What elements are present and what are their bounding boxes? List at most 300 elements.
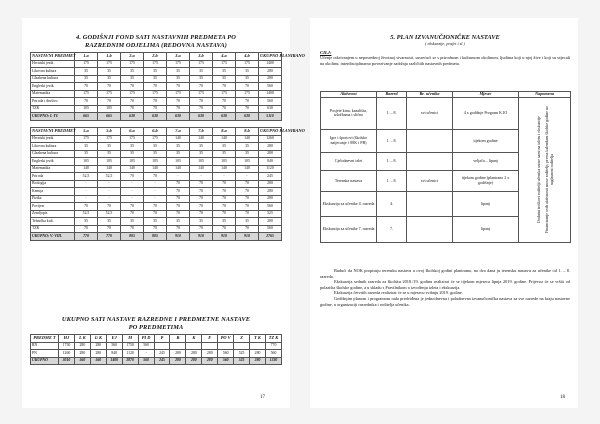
cell: 140: [167, 165, 190, 173]
cell: 52,5: [75, 173, 98, 181]
cell: [407, 130, 453, 153]
cell: 280: [170, 357, 186, 365]
cell: 2765: [259, 233, 282, 241]
cell: 3.a: [167, 53, 190, 61]
cell: 70: [190, 203, 213, 211]
cell: [407, 192, 453, 217]
cell: 70: [213, 105, 236, 113]
cell: 175: [75, 60, 98, 68]
cell: 8.a: [213, 128, 236, 136]
cell: 630: [213, 113, 236, 121]
cell: 70: [144, 83, 167, 91]
cell: 175: [75, 135, 98, 143]
sum-row: [31, 113, 282, 121]
cell: 140: [144, 165, 167, 173]
cell: 70: [213, 83, 236, 91]
cell: 70: [213, 225, 236, 233]
cell: 35: [121, 143, 144, 151]
cell: 175: [98, 135, 121, 143]
row-label: Engleski jezik: [31, 83, 75, 91]
cell: 35: [190, 150, 213, 158]
cell: 35: [144, 218, 167, 226]
cell: 175: [144, 60, 167, 68]
table-row: [31, 218, 282, 226]
cell: 35: [236, 143, 259, 151]
cell: 4.b: [236, 53, 259, 61]
row-label: Glazbena kultura: [31, 150, 75, 158]
cell: [154, 342, 170, 350]
cell: Cjelodnevni izlet: [321, 153, 377, 171]
cell: [250, 342, 266, 350]
row-label: Priroda i društvo: [31, 98, 75, 106]
cell: L K: [74, 335, 90, 343]
cell: 175: [213, 60, 236, 68]
cell: 175: [121, 90, 144, 98]
cell: 1400: [259, 90, 282, 98]
cell: 70: [167, 225, 190, 233]
cell: -: [190, 173, 213, 181]
cell: 140: [75, 165, 98, 173]
cell: 560: [106, 342, 122, 350]
cell: 630: [121, 113, 144, 121]
cell: 70: [190, 225, 213, 233]
cell: 35: [144, 75, 167, 83]
cell: 7.b: [190, 128, 213, 136]
cell: 52,5: [75, 210, 98, 218]
cell: 280: [259, 150, 282, 158]
cell: 7.: [377, 217, 407, 242]
page-number: 18: [560, 395, 565, 400]
cell: 105: [121, 158, 144, 166]
cell: 70: [98, 203, 121, 211]
cell: 35: [98, 150, 121, 158]
cell: 560: [259, 98, 282, 106]
cell: 560: [259, 203, 282, 211]
cell: 2.a: [121, 53, 144, 61]
header-activity: Aktivnost: [321, 92, 377, 98]
cell: 280: [259, 195, 282, 203]
cell: 35: [236, 75, 259, 83]
cell: 35: [98, 68, 121, 76]
cell: 35: [236, 68, 259, 76]
cell: 70: [167, 98, 190, 106]
row-label: Priroda: [31, 173, 75, 181]
paragraph-3: Ekskurzija četvrtih razreda realizirat će se u mjesecu svibnju 2019. godine.: [334, 290, 463, 296]
row-label: Zemljopis: [31, 210, 75, 218]
cell: 2.b: [144, 53, 167, 61]
sum-row: [31, 357, 282, 365]
cell: 70: [213, 98, 236, 106]
row-label: Kemija: [31, 188, 75, 196]
cell: 70: [121, 210, 144, 218]
cell: 70: [167, 195, 190, 203]
cell: 35: [121, 75, 144, 83]
cell: 35: [75, 143, 98, 151]
cell: 175: [144, 135, 167, 143]
table-row: [31, 75, 282, 83]
cell: 70: [213, 188, 236, 196]
cell: 630: [236, 113, 259, 121]
cell: 280: [259, 143, 282, 151]
cell: 6.a: [121, 128, 144, 136]
cell: 140: [121, 165, 144, 173]
cell: 1750: [59, 342, 75, 350]
page-number: 17: [260, 395, 265, 400]
cell: 560: [138, 342, 154, 350]
cell: 560: [218, 350, 234, 358]
cell: 35: [213, 150, 236, 158]
cell: 525: [234, 357, 250, 365]
cell: -: [138, 350, 154, 358]
cell: 70: [144, 210, 167, 218]
title-line-4: PO PREDMETIMA: [128, 324, 184, 331]
cell: 70: [213, 180, 236, 188]
cell: 35: [75, 218, 98, 226]
cell: 175: [236, 60, 259, 68]
cell: -: [144, 180, 167, 188]
goal-text: Učenje otkrivanjem u neposrednoj životnoj stvarnosti, susrećući se s prirodnom i kulturnom okolinom, ljudima koji u njoj žive i koji su utjecali na okolinu; interdisciplinarno povezivanje sadržaja različitih nastavnih predmeta.: [320, 55, 570, 66]
cell: 1.b: [98, 53, 121, 61]
cell: M: [122, 335, 138, 343]
cell: 280: [250, 350, 266, 358]
cell: 280: [202, 350, 218, 358]
cell: 1260: [59, 350, 75, 358]
cell: 35: [75, 150, 98, 158]
row-label: PN: [31, 350, 59, 358]
cell: 1. – 8.: [377, 97, 407, 129]
cell: 175: [236, 90, 259, 98]
cell: 70: [167, 180, 190, 188]
cell: svi učenici: [407, 171, 453, 192]
cell: B: [170, 335, 186, 343]
cell: 910: [236, 233, 259, 241]
cell: 1. – 8.: [377, 153, 407, 171]
cell: 560: [74, 357, 90, 365]
row-label: UKUPNO: V.-VIII.: [31, 233, 75, 241]
cell: 70: [144, 225, 167, 233]
cell: [407, 153, 453, 171]
cell: -: [98, 195, 121, 203]
cell: 7.a: [167, 128, 190, 136]
cell: 35: [144, 143, 167, 151]
table-row: [31, 173, 282, 181]
cell: 70: [98, 225, 121, 233]
cell: 175: [121, 135, 144, 143]
table-row: [31, 188, 282, 196]
cell: -: [121, 180, 144, 188]
cell: 35: [236, 150, 259, 158]
header-note: Napomena: [519, 92, 571, 98]
table-row: [31, 90, 282, 98]
cell: 1120: [259, 165, 282, 173]
cell: 70: [75, 98, 98, 106]
cell: 70: [190, 180, 213, 188]
cell: 280: [74, 350, 90, 358]
cell: -: [98, 180, 121, 188]
title-line-1: 4. GODIŠNJI FOND SATI NASTAVNIH PREDMETA PO: [76, 34, 236, 41]
cell: EJ: [106, 335, 122, 343]
cell: 280: [250, 357, 266, 365]
cell: 70: [121, 203, 144, 211]
cell: 35: [213, 68, 236, 76]
cell: 280: [259, 218, 282, 226]
row-label: UKUPNO: I.-IV.: [31, 113, 75, 121]
header-row: [31, 335, 282, 343]
note-text-1: Dodatni troškovi roditelji učenika snose sami na izletu i ekskurzije: [535, 116, 541, 224]
cell: 105: [167, 158, 190, 166]
cell: lipanj: [453, 217, 519, 242]
cell: tijekom godine: [453, 130, 519, 153]
cell: 70: [236, 203, 259, 211]
cell: 35: [190, 218, 213, 226]
cell: 105: [75, 105, 98, 113]
cell: F: [202, 335, 218, 343]
cell: 175: [75, 90, 98, 98]
cell: -: [121, 195, 144, 203]
cell: [234, 342, 250, 350]
cell: 35: [98, 75, 121, 83]
cell: 35: [144, 68, 167, 76]
cell: 140: [213, 135, 236, 143]
cell: 35: [121, 218, 144, 226]
cell: 560: [259, 83, 282, 91]
cell: 1260: [259, 135, 282, 143]
cell: Igre i športovi (školsko natjecanje i ŠŠK i PB): [321, 130, 377, 153]
cell: 70: [213, 195, 236, 203]
cell: 35: [213, 75, 236, 83]
goal-label: CILJ:: [320, 50, 332, 55]
table-row: [31, 68, 282, 76]
cell: 35: [75, 68, 98, 76]
cell: 3.b: [190, 53, 213, 61]
table-row: [31, 342, 282, 350]
cell: 1750: [122, 342, 138, 350]
cell: 35: [98, 143, 121, 151]
cell: T K: [250, 335, 266, 343]
table-row: [31, 180, 282, 188]
cell: 105: [98, 158, 121, 166]
cell: 560: [218, 357, 234, 365]
cell: -: [167, 173, 190, 181]
cell: 35: [167, 75, 190, 83]
cell: [202, 342, 218, 350]
cell: 6.b: [144, 128, 167, 136]
table-row: [31, 143, 282, 151]
row-label: TZK: [31, 225, 75, 233]
section-title: 5. PLAN IZVANUČIONIČKE NASTAVE: [390, 34, 500, 41]
cell: 70: [167, 188, 190, 196]
cell: 560: [259, 225, 282, 233]
table-row: [31, 135, 282, 143]
cell: 560: [90, 357, 106, 365]
cell: 140: [236, 165, 259, 173]
section-subtitle: ( ekskurzije, posjet i sl.): [425, 41, 465, 46]
cell: 70: [236, 180, 259, 188]
cell: 175: [190, 60, 213, 68]
title-line-2: RAZREDNIM ODJELIMA (REDOVNA NASTAVA): [84, 42, 228, 49]
cell: 70: [190, 210, 213, 218]
cell: 140: [213, 165, 236, 173]
table-row: [31, 210, 282, 218]
cell: lipanj: [453, 192, 519, 217]
cell: 52,5: [98, 173, 121, 181]
row-label: NASTAVNI PREDMET: [31, 53, 75, 61]
table-totals: [30, 334, 282, 365]
cell: Ekskurzija za učenike 7. razreda: [321, 217, 377, 242]
cell: 8.b: [236, 128, 259, 136]
cell: 140: [98, 165, 121, 173]
cell: 4.: [377, 192, 407, 217]
page-18: [310, 18, 578, 408]
cell: HJ: [59, 335, 75, 343]
cell: 280: [259, 75, 282, 83]
activity-table: [320, 91, 571, 243]
row-label: PREDME T: [31, 335, 59, 343]
cell: 70: [236, 98, 259, 106]
row-label: Glazbena kultura: [31, 75, 75, 83]
cell: 5.b: [98, 128, 121, 136]
cell: 35: [144, 150, 167, 158]
row-label: Likovna kultura: [31, 68, 75, 76]
cell: 70: [121, 173, 144, 181]
cell: 665: [75, 113, 98, 121]
cell: 70: [121, 83, 144, 91]
cell: 35: [167, 218, 190, 226]
row-label: Engleski jezik: [31, 158, 75, 166]
cell: 280: [259, 68, 282, 76]
note-cell: [519, 97, 571, 242]
cell: PO V: [218, 335, 234, 343]
cell: 70: [75, 203, 98, 211]
cell: 1400: [259, 60, 282, 68]
cell: 140: [167, 135, 190, 143]
cell: PI D: [138, 335, 154, 343]
cell: 70: [236, 83, 259, 91]
cell: 70: [236, 188, 259, 196]
cell: 105: [213, 158, 236, 166]
cell: 4.a: [213, 53, 236, 61]
cell: 70: [190, 188, 213, 196]
table-lower-grades: [30, 52, 305, 121]
cell: 70: [213, 203, 236, 211]
cell: 175: [98, 90, 121, 98]
cell: 70: [121, 105, 144, 113]
table-row: [321, 97, 571, 129]
cell: 70: [121, 98, 144, 106]
cell: 1330: [265, 357, 281, 365]
cell: 630: [167, 113, 190, 121]
cell: 105: [144, 158, 167, 166]
row-label: TZK: [31, 105, 75, 113]
cell: 805: [144, 233, 167, 241]
cell: 805: [121, 233, 144, 241]
cell: 2870: [122, 357, 138, 365]
cell: 175: [98, 60, 121, 68]
cell: 70: [190, 98, 213, 106]
cell: UKUPNO PLANIRANO: [259, 128, 282, 136]
cell: 910: [190, 233, 213, 241]
cell: 35: [190, 75, 213, 83]
cell: 70: [144, 203, 167, 211]
row-label: Biologija: [31, 180, 75, 188]
cell: 35: [213, 143, 236, 151]
cell: 35: [98, 218, 121, 226]
cell: 70: [144, 98, 167, 106]
cell: 175: [121, 60, 144, 68]
cell: 35: [121, 68, 144, 76]
cell: veljača – lipanj: [453, 153, 519, 171]
table-row: [31, 195, 282, 203]
cell: Z: [234, 335, 250, 343]
table-row: [31, 203, 282, 211]
cell: 770: [98, 233, 121, 241]
cell: 105: [190, 158, 213, 166]
cell: 70: [75, 83, 98, 91]
cell: 35: [75, 75, 98, 83]
cell: 35: [167, 68, 190, 76]
cell: 1400: [106, 357, 122, 365]
cell: Posjete kinu, kazalištu, izložbama i slično: [321, 97, 377, 129]
cell: 70: [144, 173, 167, 181]
row-label: Matematika: [31, 165, 75, 173]
cell: 630: [144, 113, 167, 121]
table-row: [31, 83, 282, 91]
cell: 70: [236, 195, 259, 203]
cell: [218, 342, 234, 350]
cell: 525: [259, 210, 282, 218]
cell: 665: [98, 113, 121, 121]
table-row: [31, 105, 282, 113]
row-label: NASTAVNI PREDMET: [31, 128, 75, 136]
row-label: Hrvatski jezik: [31, 135, 75, 143]
cell: 35: [236, 218, 259, 226]
cell: K: [186, 335, 202, 343]
cell: TZ K: [265, 335, 281, 343]
paragraph-1: Budući da NOK propisuju terensku nastavu u ovoj školskoj godini planiramo, na dva dana ju terensku nastavu za učenike od 1. – 8. razreda.: [320, 268, 570, 279]
cell: 3010: [59, 357, 75, 365]
cell: 70: [167, 210, 190, 218]
cell: -: [213, 173, 236, 181]
cell: G K: [90, 335, 106, 343]
cell: -: [236, 173, 259, 181]
cell: 840: [106, 350, 122, 358]
table-row: [31, 350, 282, 358]
cell: -: [75, 195, 98, 203]
cell: Ekskurzija za učenike 4. razreda: [321, 192, 377, 217]
cell: 280: [202, 357, 218, 365]
cell: 35: [167, 143, 190, 151]
cell: 560: [265, 350, 281, 358]
row-label: Tehnička kult.: [31, 218, 75, 226]
paragraph-4: Godišnjim planom i programom rada predviđena je jednodnevna i poludnevna izvanučionička nastava za sve razrede na kraju nastavne godine, u organizaciji razrednika i roditelja učenika.: [320, 295, 570, 307]
cell: 35: [213, 218, 236, 226]
cell: svi učenici: [407, 97, 453, 129]
table-row: [31, 225, 282, 233]
cell: 245: [154, 350, 170, 358]
cell: -: [144, 188, 167, 196]
sum-row: [31, 233, 282, 241]
cell: 70: [236, 225, 259, 233]
cell: 70: [190, 195, 213, 203]
row-label: Fizika: [31, 195, 75, 203]
cell: 770: [75, 233, 98, 241]
cell: 630: [259, 105, 282, 113]
cell: 70: [236, 105, 259, 113]
cell: 70: [190, 105, 213, 113]
cell: 70: [144, 105, 167, 113]
cell: 280: [259, 188, 282, 196]
cell: 280: [74, 342, 90, 350]
